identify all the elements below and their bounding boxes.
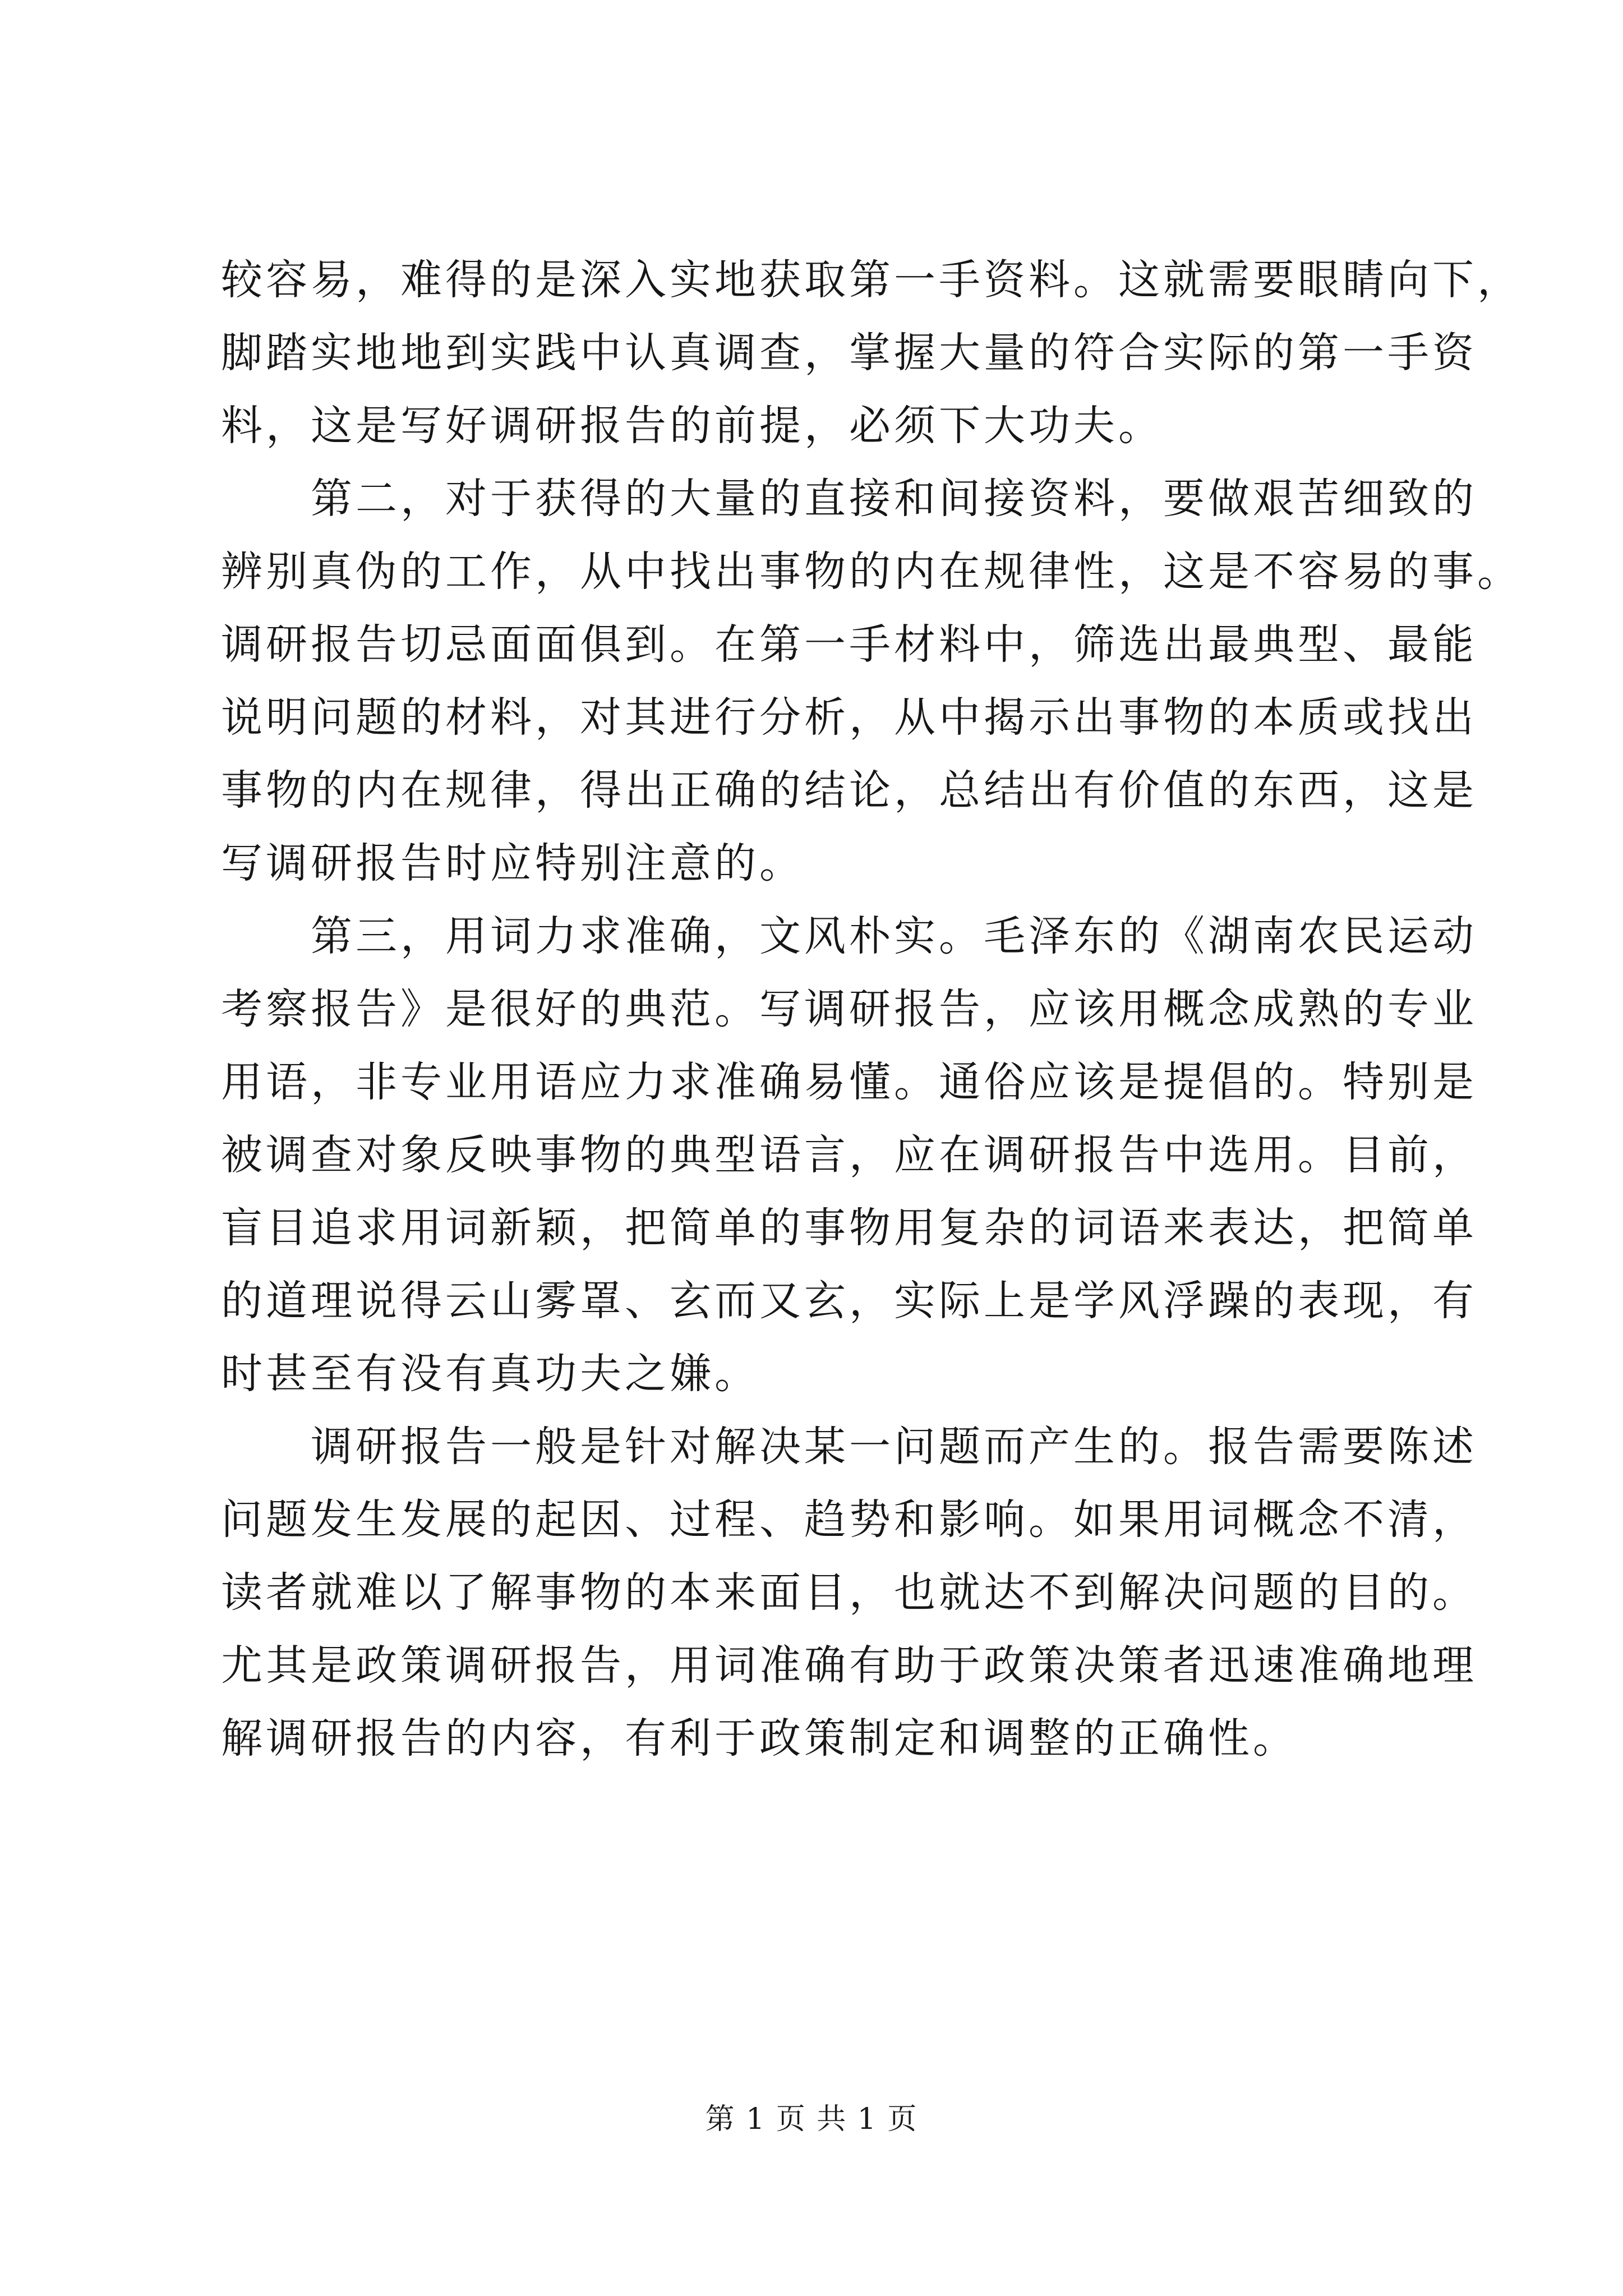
text-line: 时甚至有没有真功夫之嫌。: [221, 1350, 759, 1398]
text-line: 说明问题的材料，对其进行分析，从中揭示出事物的本质或找出: [221, 693, 1477, 742]
page-number: 第 1 页 共 1 页: [705, 2102, 918, 2136]
text-line: 调研报告切忌面面俱到。在第一手材料中，筛选出最典型、最能: [221, 620, 1477, 669]
text-line: 用语，非专业用语应力求准确易懂。通俗应该是提倡的。特别是: [221, 1058, 1477, 1106]
document-body: [221, 256, 1522, 1791]
text-line: 料，这是写好调研报告的前提，必须下大功夫。: [221, 402, 1163, 450]
text-line: 较容易，难得的是深入实地获取第一手资料。这就需要眼睛向下，: [221, 256, 1522, 304]
text-line: 事物的内在规律，得出正确的结论，总结出有价值的东西，这是: [221, 766, 1477, 815]
text-line: 读者就难以了解事物的本来面目，也就达不到解决问题的目的。: [221, 1568, 1477, 1617]
paragraph-4: [221, 1423, 1477, 1791]
text-line: 脚踏实地地到实践中认真调查，掌握大量的符合实际的第一手资: [221, 329, 1477, 377]
text-line: 解调研报告的内容，有利于政策制定和调整的正确性。: [221, 1714, 1298, 1763]
text-line: 盲目追求用词新颖，把简单的事物用复杂的词语来表达，把简单: [221, 1204, 1477, 1252]
text-line: 考察报告》是很好的典范。写调研报告，应该用概念成熟的专业: [221, 985, 1477, 1033]
text-line: 调研报告一般是针对解决某一问题而产生的。报告需要陈述: [311, 1423, 1477, 1471]
paragraph-2: [221, 475, 1522, 915]
text-line: 第三，用词力求准确，文风朴实。毛泽东的《湖南农民运动: [311, 912, 1477, 960]
page-footer: [0, 2095, 1623, 2137]
text-line: 第二，对于获得的大量的直接和间接资料，要做艰苦细致的: [311, 475, 1477, 523]
text-line: 的道理说得云山雾罩、玄而又玄，实际上是学风浮躁的表现，有: [221, 1277, 1477, 1325]
text-line: 被调查对象反映事物的典型语言，应在调研报告中选用。目前，: [221, 1131, 1477, 1179]
text-line: 问题发生发展的起因、过程、趋势和影响。如果用词概念不清，: [221, 1496, 1477, 1544]
paragraph-3: [221, 912, 1477, 1426]
text-line: 辨别真伪的工作，从中找出事物的内在规律性，这是不容易的事。: [221, 547, 1522, 596]
text-line: 尤其是政策调研报告，用词准确有助于政策决策者迅速准确地理: [221, 1641, 1477, 1690]
text-line: 写调研报告时应特别注意的。: [221, 839, 804, 887]
paragraph-1: [221, 256, 1522, 478]
